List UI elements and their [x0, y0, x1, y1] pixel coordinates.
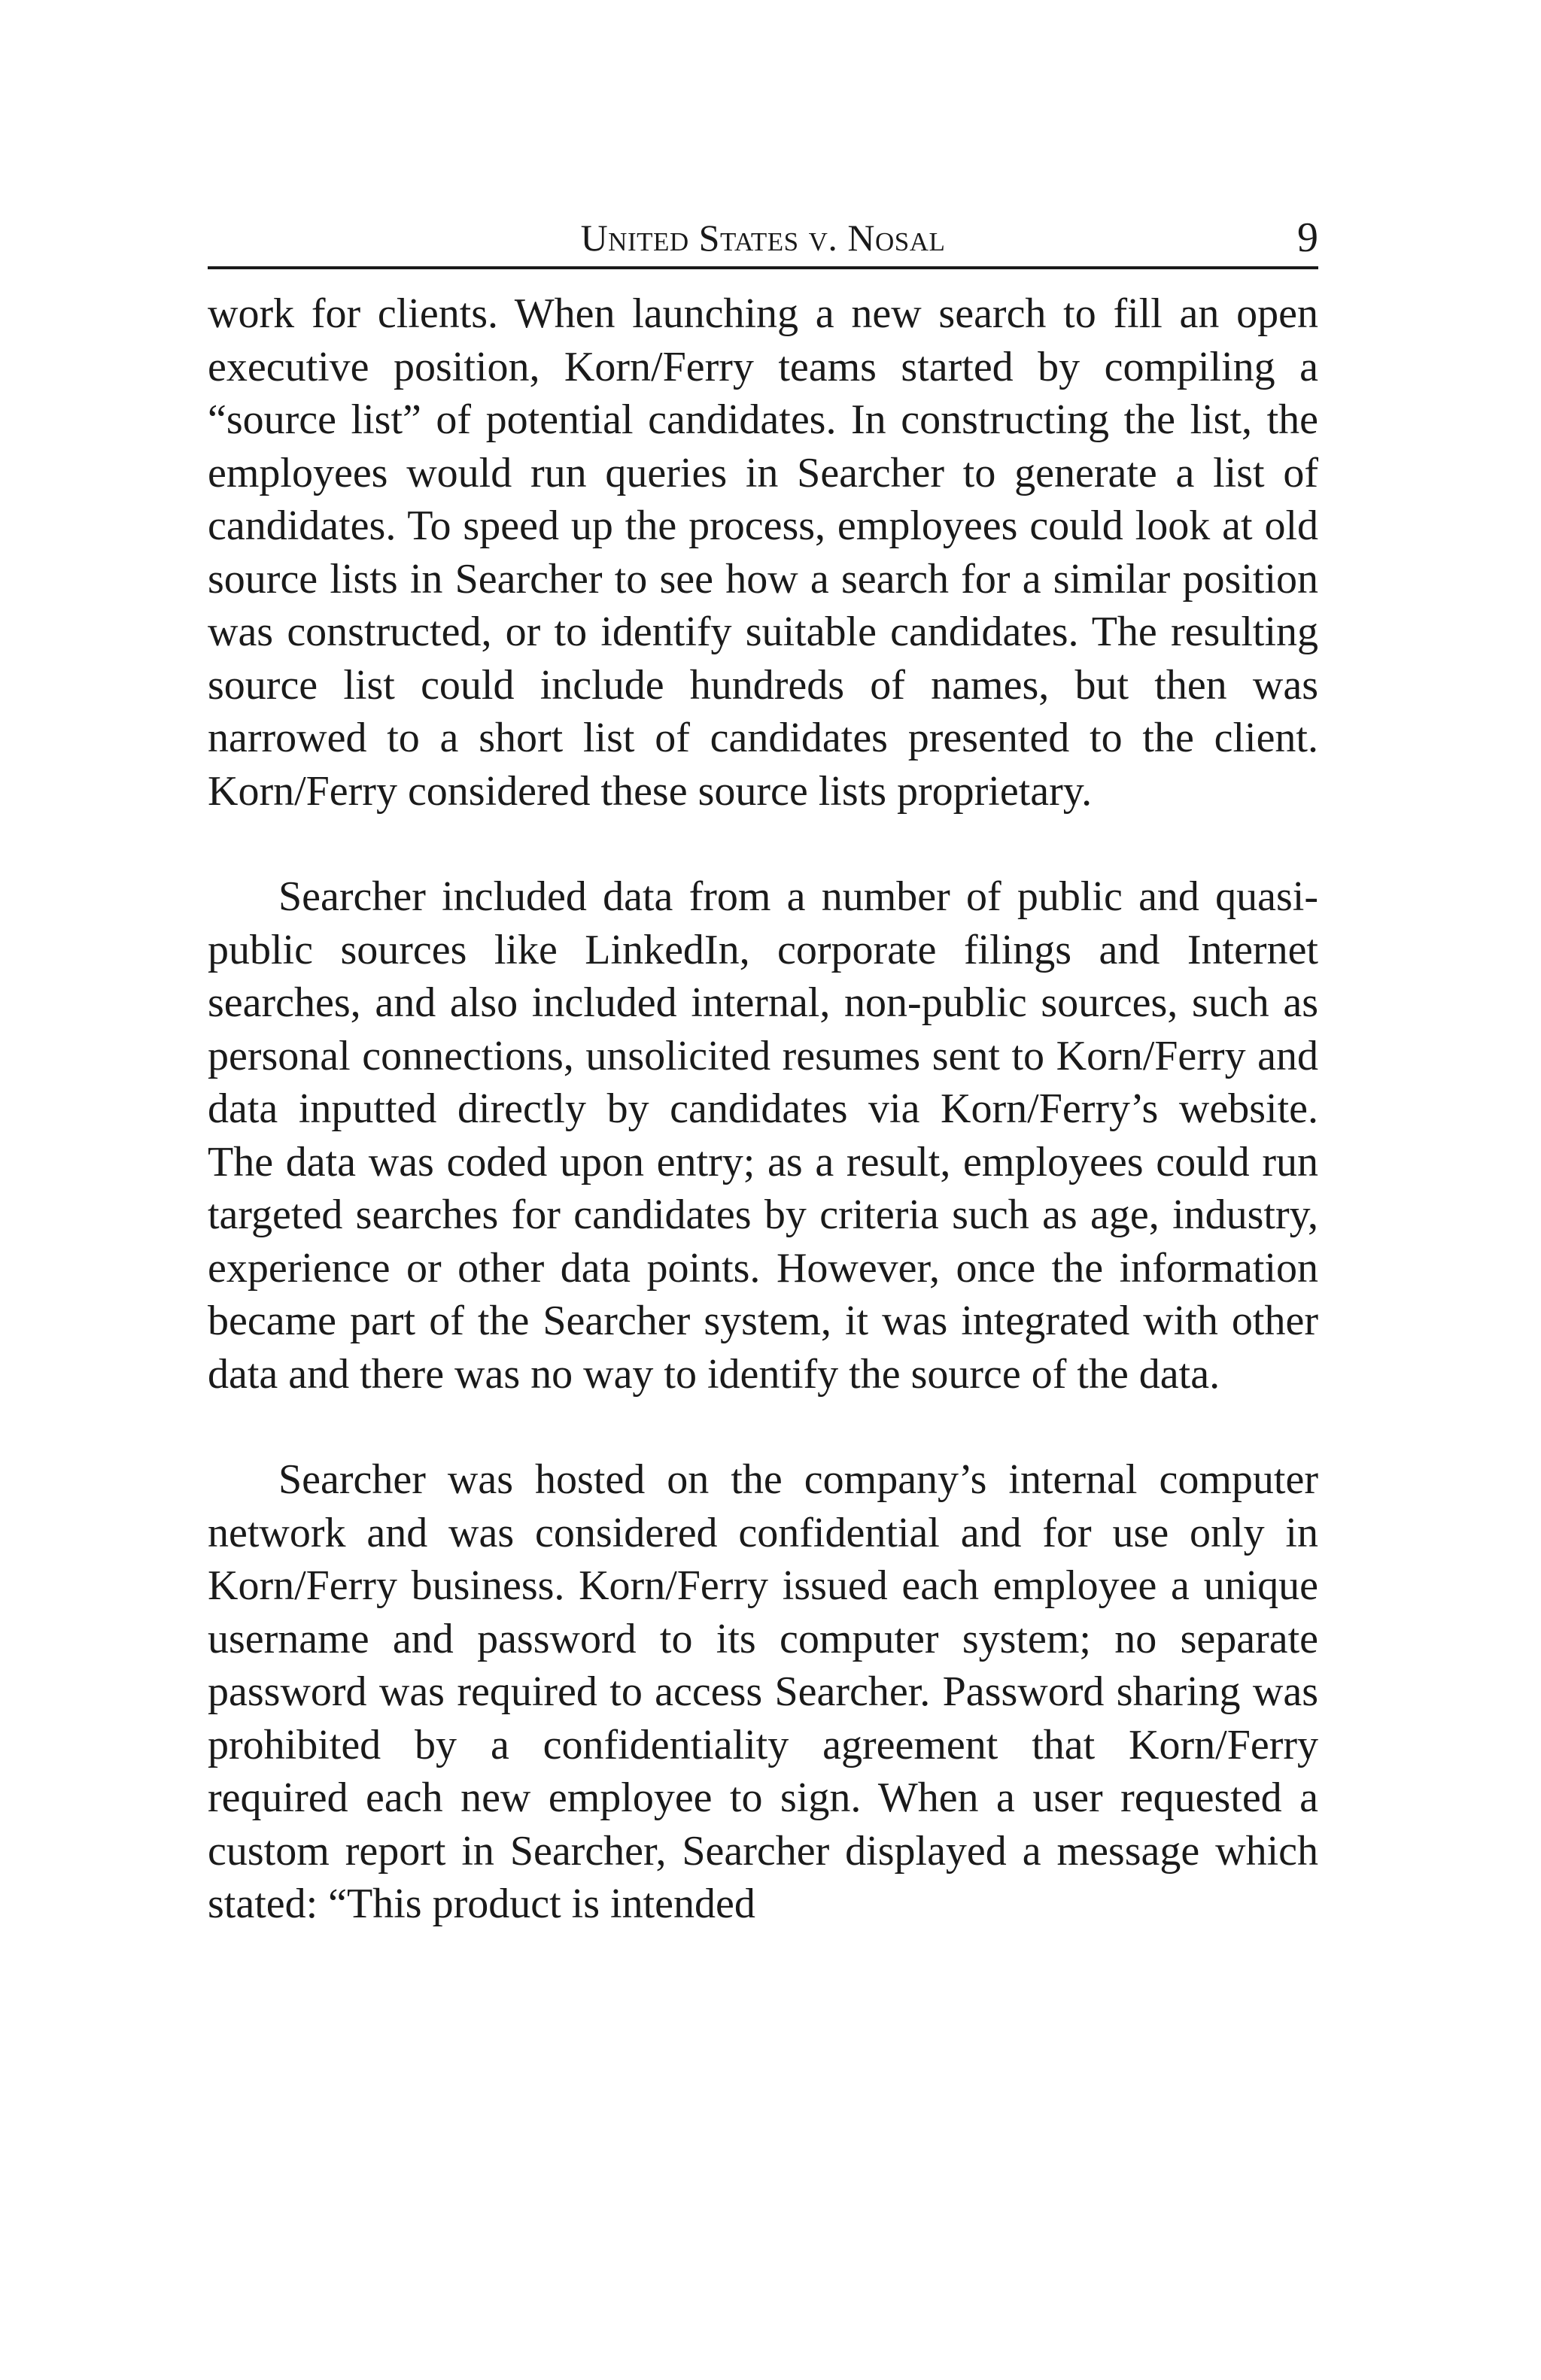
page-number: 9 — [1297, 214, 1318, 261]
body-text — [208, 287, 1318, 1931]
running-header — [208, 212, 1318, 269]
paragraph-continued: work for clients. When launching a new search to fill an open executive position, Korn/Ferry teams started by compiling a “source list” of potential candidates. In constructing the list, the employees would run queries in Searcher to generate a list of candidates. To speed up the process, employees could look at old source lists in Searcher to see how a search for a similar position was constructed, or to identify suitable candidates. The resulting source list could include hundreds of names, but then was narrowed to a short list of candidates presented to the client. Korn/Ferry considered these source lists proprietary. — [208, 290, 1318, 815]
paragraph-searcher-hosting: Searcher was hosted on the company’s internal computer network and was considered confidential and for use only in Korn/Ferry business. Korn/Ferry issued each employee a unique username and password to its computer system; no separate password was required to access Searcher. Password sharing was prohibited by a confidentiality agreement that Korn/Ferry required each new employee to sign. When a user requested a custom report in Searcher, Searcher displayed a message which stated: “This product is intended — [208, 1456, 1318, 1927]
document-page — [208, 212, 1318, 1931]
paragraph-searcher-data: Searcher included data from a number of public and quasi-public sources like LinkedIn, corporate filings and Internet searches, and also included internal, non-public sources, such as personal connections, unsolicited resumes sent to Korn/Ferry and data inputted directly by candidates via Korn/Ferry’s website. The data was coded upon entry; as a result, employees could run targeted searches for candidates by criteria such as age, industry, experience or other data points. However, once the information became part of the Searcher system, it was integrated with other data and there was no way to identify the source of the data. — [208, 873, 1318, 1398]
running-header-title: United States v. Nosal — [580, 217, 946, 259]
